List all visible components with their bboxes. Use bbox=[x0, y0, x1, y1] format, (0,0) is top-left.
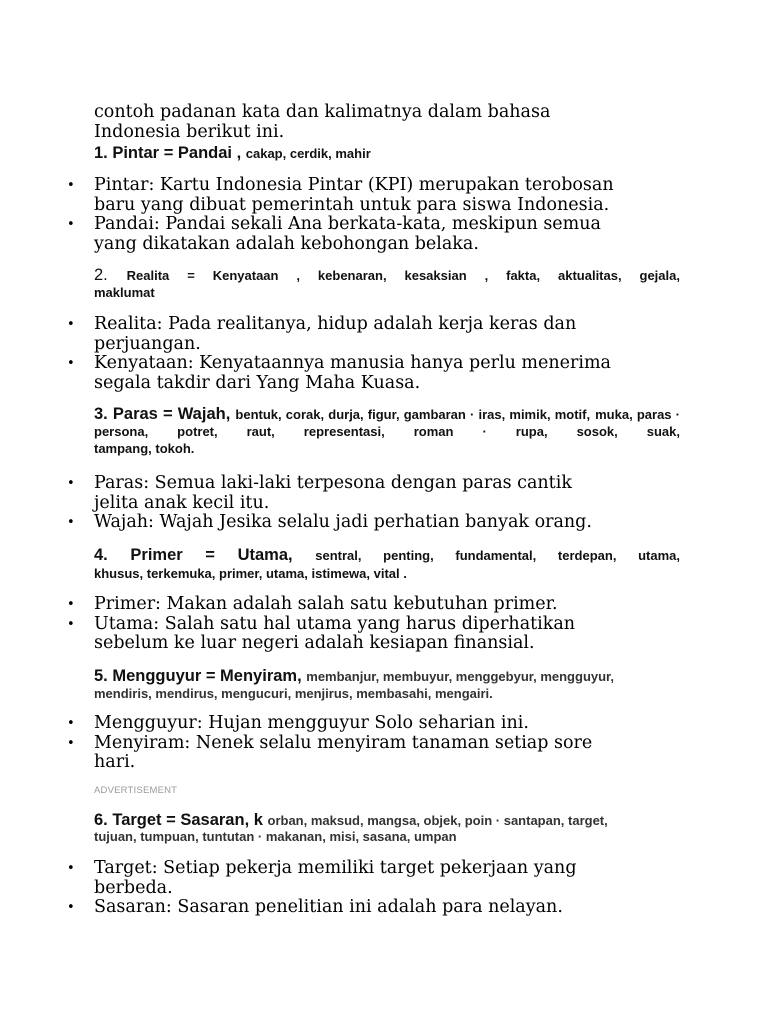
example-line: • Wajah: Wajah Jesika selalu jadi perhatian banyak orang. bbox=[94, 512, 592, 532]
example-item bbox=[94, 315, 694, 354]
section-5-heading bbox=[94, 668, 680, 702]
example-line: perjuangan. bbox=[94, 333, 201, 354]
heading-synonyms: membanjur, membuyur, menggebyur, mengguyur, bbox=[306, 669, 615, 684]
section-1-heading bbox=[94, 144, 680, 163]
example-line: hari. bbox=[94, 752, 136, 772]
heading-synonyms: bentuk, corak, durja, figur, gambaran · iras, mimik, motif, bbox=[235, 407, 591, 422]
heading-synonyms: Realita = Kenyataan , kebenaran, kesaksian , fakta, aktualitas, gejala, bbox=[126, 268, 680, 283]
section-6-examples bbox=[94, 859, 694, 918]
example-line: • Target: Setiap pekerja memiliki target pekerjaan yang bbox=[94, 858, 577, 878]
intro-line: contoh padanan kata dan kalimatnya dalam bahasa bbox=[94, 102, 551, 122]
example-line: • Sasaran: Sasaran penelitian ini adalah para nelayan. bbox=[94, 897, 563, 917]
example-line: • Menyiram: Nenek selalu menyiram tanaman setiap sore bbox=[94, 732, 593, 753]
section-4-examples bbox=[94, 595, 694, 654]
example-line: • Primer: Makan adalah salah satu kebutuhan primer. bbox=[94, 594, 558, 614]
example-item bbox=[94, 859, 694, 898]
heading-synonyms-continued: khusus, terkemuka, primer, utama, istimewa, vital . bbox=[94, 566, 407, 581]
heading-synonyms: orban, maksud, mangsa, objek, poin · santapan, target, bbox=[267, 813, 608, 828]
intro-paragraph bbox=[94, 103, 694, 142]
heading-synonyms-continued: muka, paras · persona, potret, raut, representasi, roman · rupa, sosok, suak, bbox=[94, 407, 681, 439]
intro-line: Indonesia berikut ini. bbox=[94, 121, 285, 142]
heading-synonyms-continued: mendiris, mendirus, mengucuri, menjirus, membasahi, mengairi. bbox=[94, 686, 493, 701]
section-1-examples bbox=[94, 176, 694, 254]
example-item bbox=[94, 474, 694, 513]
heading-main: 6. Target = Sasaran, k bbox=[94, 811, 268, 829]
section-2-examples bbox=[94, 315, 694, 393]
heading-main: 5. Mengguyur = Menyiram, bbox=[94, 667, 307, 685]
example-item bbox=[94, 734, 694, 773]
example-line: yang dikatakan adalah kebohongan belaka. bbox=[94, 233, 479, 254]
section-6-heading bbox=[94, 812, 680, 845]
example-item bbox=[94, 354, 694, 393]
heading-main: 2. bbox=[94, 266, 127, 284]
example-line: • Mengguyur: Hujan mengguyur Solo seharian ini. bbox=[94, 713, 529, 733]
example-item bbox=[94, 176, 694, 215]
section-3-examples bbox=[94, 474, 694, 533]
advertisement-label: ADVERTISEMENT bbox=[94, 785, 178, 796]
section-5-examples bbox=[94, 714, 694, 773]
example-line: • Kenyataan: Kenyataannya manusia hanya perlu menerima bbox=[94, 353, 611, 373]
heading-synonyms-continued: maklumat bbox=[94, 285, 155, 300]
heading-synonyms: cakap, cerdik, mahir bbox=[245, 146, 371, 161]
example-item bbox=[94, 714, 694, 734]
heading-main: 1. Pintar = Pandai , bbox=[94, 144, 246, 162]
example-item bbox=[94, 595, 694, 615]
section-2-heading bbox=[94, 267, 680, 301]
example-line: berbeda. bbox=[94, 877, 173, 898]
heading-main: 3. Paras = Wajah, bbox=[94, 405, 236, 423]
example-line: • Realita: Pada realitanya, hidup adalah kerja keras dan bbox=[94, 314, 577, 334]
heading-synonyms-continued: tampang, tokoh. bbox=[94, 441, 195, 456]
example-line: jelita anak kecil itu. bbox=[94, 492, 270, 513]
example-line: • Paras: Semua laki-laki terpesona dengan paras cantik bbox=[94, 473, 572, 493]
heading-main: 4. Primer = Utama, bbox=[94, 546, 316, 564]
example-item bbox=[94, 898, 694, 918]
example-line: • Pintar: Kartu Indonesia Pintar (KPI) merupakan terobosan bbox=[94, 175, 614, 195]
example-line: baru yang dibuat pemerintah untuk para siswa Indonesia. bbox=[94, 194, 610, 215]
example-line: • Pandai: Pandai sekali Ana berkata-kata, meskipun semua bbox=[94, 214, 601, 234]
example-line: sebelum ke luar negeri adalah kesiapan finansial. bbox=[94, 633, 535, 653]
heading-synonyms-continued: tujuan, tumpuan, tuntutan · makanan, misi, sasana, umpan bbox=[94, 829, 457, 844]
section-4-heading bbox=[94, 546, 680, 583]
example-item bbox=[94, 615, 694, 654]
example-item bbox=[94, 215, 694, 254]
section-3-heading bbox=[94, 406, 680, 457]
example-line: • Utama: Salah satu hal utama yang harus diperhatikan bbox=[94, 613, 576, 634]
example-line: segala takdir dari Yang Maha Kuasa. bbox=[94, 372, 421, 393]
example-item bbox=[94, 513, 694, 533]
heading-synonyms: sentral, penting, fundamental, terdepan, utama, bbox=[315, 548, 680, 563]
